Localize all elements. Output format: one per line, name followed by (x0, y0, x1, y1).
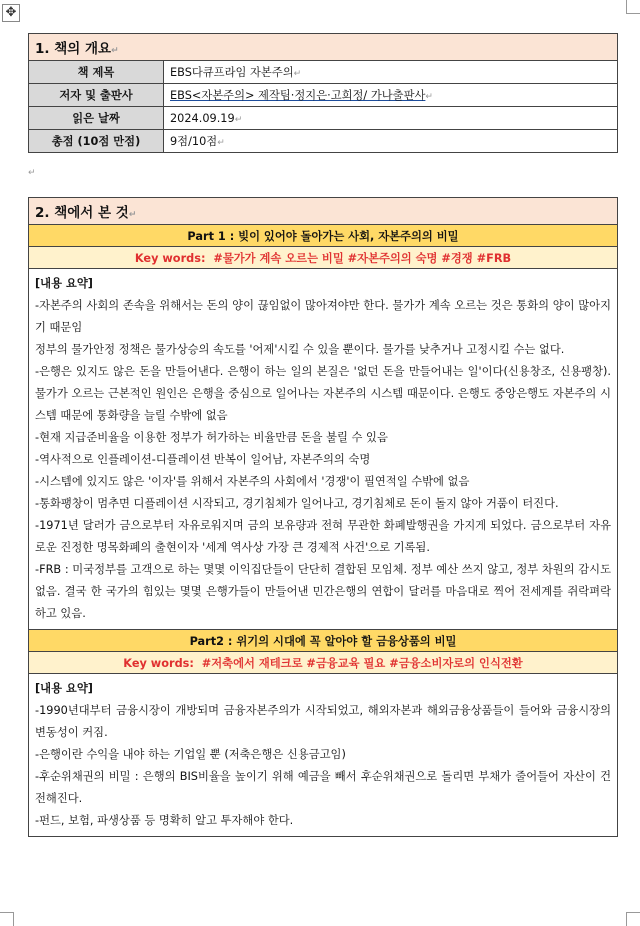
table-row (29, 130, 618, 153)
table-row (29, 107, 618, 130)
part1-keywords[interactable] (29, 247, 618, 269)
part1-summary[interactable] (29, 269, 618, 630)
part2-keywords-text: #저축에서 재테크로 #금융교육 필요 #금융소비자로의 인식전환 (201, 656, 523, 670)
section1-title[interactable]: 1. 책의 개요↵ (29, 34, 618, 61)
book-title-label: 책 제목 (29, 61, 164, 84)
section2-title[interactable]: 2. 책에서 본 것↵ (29, 198, 618, 225)
part1-summary-heading: [내용 요약] (35, 277, 93, 290)
list-item: -1990년대부터 금융시장이 개방되며 금융자본주의가 시작되었고, 해외자본과 해외금융상품들이 들어와 금융시장의 변동성이 커짐. (35, 704, 611, 739)
list-item: -은행은 있지도 않은 돈을 만들어낸다. 은행이 하는 일의 본질은 '없던 돈을 만들어내는 일'이다(신용창조, 신용팽창). 물가가 오르는 근본적인 원인은 은행을 중심으로 일어나는 자본주의 시스템 때문이다. 은행도 중앙은행도 자본주의 시스템 때문에 통화량을 늘릴 수밖에 없음 (35, 365, 611, 422)
book-title-value[interactable]: EBS다큐프라임 자본주의↵ (164, 61, 618, 84)
list-item: -은행이란 수익을 내야 하는 기업일 뿐 (저축은행은 신용금고임) (35, 748, 346, 761)
part1-keywords-text: #물가가 계속 오르는 비밀 #자본주의의 숙명 #경쟁 #FRB (213, 251, 512, 265)
paragraph-mark: ↵ (28, 168, 36, 178)
part2-keywords-label: Key words: (123, 656, 194, 670)
part2-keywords[interactable] (29, 652, 618, 674)
part1-title[interactable]: Part 1 : 빚이 있어야 돌아가는 사회, 자본주의의 비밀 (29, 225, 618, 247)
page-corner-mark-bottom-left (0, 912, 14, 926)
list-item: -후순위채권의 비밀 : 은행의 BIS비율을 높이기 위해 예금을 빼서 후순위채권으로 돌리면 부채가 줄어들어 자산이 건전해진다. (35, 770, 611, 805)
book-content-table (28, 197, 618, 837)
table-row (29, 61, 618, 84)
score-value[interactable]: 9점/10점↵ (164, 130, 618, 153)
read-date-value[interactable]: 2024.09.19↵ (164, 107, 618, 130)
part1-keywords-label: Key words: (134, 251, 206, 265)
list-item: -통화팽창이 멈추면 디플레이션 시작되고, 경기침체가 일어나고, 경기침체로 돈이 돌지 않아 거품이 터진다. (35, 497, 559, 510)
list-item: -1971년 달러가 금으로부터 자유로워지며 금의 보유량과 전혀 무관한 화폐발행권을 가지게 되었다. 금으로부터 자유로운 진정한 명목화폐의 출현이자 '세계 역사상 가장 큰 경제적 사건'으로 기록됨. (35, 519, 611, 554)
part2-summary[interactable] (29, 674, 618, 837)
read-date-label: 읽은 날짜 (29, 107, 164, 130)
list-item: -FRB : 미국정부를 고객으로 하는 몇몇 이익집단들이 단단히 결합된 모임체. 정부 예산 쓰지 않고, 정부 차원의 감시도 없음. 결국 한 국가의 힘있는 몇몇 은행가들이 만들어낸 민간은행의 연합이 달러를 마음대로 찍어 전세계를 쥐락펴락 하고 있음. (35, 563, 611, 620)
page-corner-mark-bottom-right (626, 912, 640, 926)
page-corner-mark-top-right (626, 0, 640, 14)
table-move-handle-icon[interactable]: ✥ (2, 4, 20, 22)
list-item: -펀드, 보험, 파생상품 등 명확히 알고 투자해야 한다. (35, 814, 294, 827)
author-publisher-value[interactable]: EBS<자본주의> 제작팀·정지은·고희정/ 가나출판사↵ (164, 84, 618, 107)
book-overview-table (28, 33, 618, 153)
part2-title[interactable]: Part2 : 위기의 시대에 꼭 알아야 할 금융상품의 비밀 (29, 630, 618, 652)
part2-summary-heading: [내용 요약] (35, 682, 93, 695)
score-label: 총점 (10점 만점) (29, 130, 164, 153)
list-item: -자본주의 사회의 존속을 위해서는 돈의 양이 끊임없이 많아져야만 한다. 물가가 계속 오르는 것은 통화의 양이 많아지기 때문임 (35, 299, 611, 334)
table-row (29, 84, 618, 107)
author-publisher-label: 저자 및 출판사 (29, 84, 164, 107)
list-item: -역사적으로 인플레이션-디플레이션 반복이 일어남, 자본주의의 숙명 (35, 453, 371, 466)
list-item: -현재 지급준비율을 이용한 정부가 허가하는 비율만큼 돈을 불릴 수 있음 (35, 431, 388, 444)
list-item: -시스템에 있지도 않은 '이자'를 위해서 자본주의 사회에서 '경쟁'이 필연적일 수밖에 없음 (35, 475, 470, 488)
list-item: 정부의 물가안정 정책은 물가상승의 속도를 '어제'시킬 수 있을 뿐이다. 물가를 낮추거나 고정시킬 수는 없다. (35, 343, 565, 356)
